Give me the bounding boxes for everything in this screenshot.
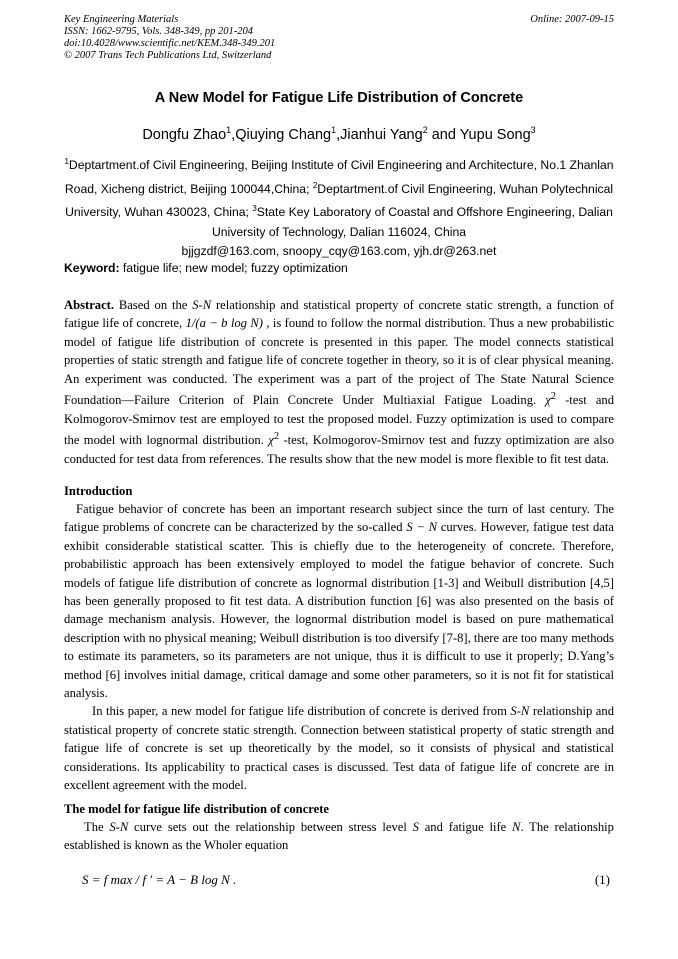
paragraph xyxy=(64,818,614,855)
journal-name: Key Engineering Materials xyxy=(64,14,179,25)
copyright-line: © 2007 Trans Tech Publications Ltd, Switzerland xyxy=(64,50,272,61)
introduction-body xyxy=(64,500,614,795)
section-heading-model: The model for fatigue life distribution of concrete xyxy=(64,802,330,816)
paragraph-text: . The relationship established is known as the Wholer equation xyxy=(64,820,614,853)
affiliations xyxy=(56,152,622,262)
online-date: Online: 2007-09-15 xyxy=(530,14,614,25)
sn-term: S-N xyxy=(109,820,129,834)
equation-1: S = f max / f ′ = A − B log N . xyxy=(82,872,237,887)
chi-exponent: 2 xyxy=(550,391,557,403)
sn-term: S-N xyxy=(510,704,530,719)
variable-s: S xyxy=(412,820,419,834)
paragraph-text: Fatigue behavior of concrete has been an important research subject since the turn of last century. The fatigue problems of concrete can be characterized by the so-called xyxy=(64,502,614,535)
chi-exponent: 2 xyxy=(273,431,280,443)
author-affil-mark: 2 xyxy=(422,125,428,135)
paragraph-text: curves. However, fatigue test data exhibit considerable statistical scatter. This is chiefly due to the heterogeneity of concrete. Therefore, probabilistic approach has been extensively employed to model the fatigue behavior of concrete. Such models of fatigue life distribution of concrete as lognormal distribution [1-3] and Weibull distribution [4,5] has been generally proposed to fit test data. A distribution function [6] was also presented on the basis of damage mechanism analysis. However, the lognormal distribution model is based on pure mathematical description with no physical meaning; Weibull distribution is too diversify [7-8], there are too many methods to estimate its parameters, so its parameters are not unique, thus it is difficult to use it properly; D.Yang’s method [6] involves initial damage, critical damage and some other parameters, so it is not fit for statistical analysis. xyxy=(64,520,614,701)
author-affil-mark: 1 xyxy=(226,125,232,135)
chi-symbol: χ xyxy=(545,393,551,408)
keyword-text: fatigue life; new model; fuzzy optimization xyxy=(119,261,348,275)
author-affil-mark: 3 xyxy=(530,125,536,135)
abstract-text: -test and Kolmogorov-Smirnov test are employed to test the proposed model. Fuzzy optimization is used to compare the model with lognormal distribution. xyxy=(64,393,614,448)
keyword-label: Keyword: xyxy=(64,261,120,275)
sn-term: S − N xyxy=(406,520,438,535)
inline-formula: 1/(a − b log N) xyxy=(185,316,263,331)
paragraph-text: and fatigue life xyxy=(418,820,513,834)
affiliation-2: Deptartment.of Civil Engineering, Wuhan Polytechnical University, Wuhan 430023, China; xyxy=(65,181,614,220)
email-list: bjjgzdf@163.com, snoopy_cqy@163.com, yjh.dr@263.net xyxy=(181,244,497,259)
affil-mark: 1 xyxy=(64,157,69,166)
paragraph-text: In this paper, a new model for fatigue life distribution of concrete is derived from xyxy=(92,704,511,719)
paragraph-text: The xyxy=(84,820,110,834)
chi-symbol: χ xyxy=(268,433,274,448)
paper-title: A New Model for Fatigue Life Distribution of Concrete xyxy=(154,90,524,106)
affiliation-3: State Key Laboratory of Coastal and Offshore Engineering, Dalian University of Technology, Dalian 116024, China xyxy=(211,205,613,239)
author-name: and Yupu Song xyxy=(427,126,531,143)
abstract-text: -test, Kolmogorov-Smirnov test and fuzzy optimization are also conducted for test data from references. The results show that the new model is more flexible to fit test data. xyxy=(64,433,615,466)
author-name: ,Jianhui Yang xyxy=(336,126,423,143)
author-name: Dongfu Zhao xyxy=(142,126,227,143)
abstract xyxy=(64,296,614,468)
paragraph-text: relationship and statistical property of concrete static strength. Connection between statistical property of static strength and fatigue life of concrete is set up theoretically by the model, so it consists of physical and statistical considerations. Its applicability to practical cases is discussed. Test data of fatigue life of concrete are in excellent agreement with the model. xyxy=(64,704,614,793)
journal-header xyxy=(64,14,275,62)
affil-mark: 3 xyxy=(252,204,257,214)
affil-mark: 2 xyxy=(312,180,318,190)
section-heading-introduction: Introduction xyxy=(64,484,133,498)
abstract-text: relationship and statistical property of concrete static strength, a function of fatigue life of concrete, xyxy=(64,298,614,331)
author-affil-mark: 1 xyxy=(331,125,337,135)
abstract-text: Based on the xyxy=(114,298,193,312)
author-list xyxy=(0,125,678,143)
author-name: ,Qiuying Chang xyxy=(231,126,332,143)
paragraph-text: curve sets out the relationship between stress level xyxy=(128,820,413,834)
paragraph xyxy=(64,500,614,702)
model-body xyxy=(64,818,614,855)
abstract-text: , is found to follow the normal distribution. Thus a new probabilistic model of fatigue life distribution of concrete is presented in this paper. The model connects statistical properties of static strength and fatigue life of concrete together in theory, so it is of clear physical meaning. An experiment was conducted. The experiment was a part of the project of The State Natural Science Foundation—Failure Criterion of Plain Concrete Under Multiaxial Fatigue Loading. xyxy=(64,316,614,408)
sn-term: S-N xyxy=(192,298,212,312)
keywords xyxy=(64,261,348,275)
paragraph xyxy=(64,702,614,794)
variable-n: N xyxy=(512,820,521,834)
equation-number: (1) xyxy=(594,872,610,887)
abstract-label: Abstract. xyxy=(64,298,115,312)
doi-line: doi:10.4028/www.scientific.net/KEM.348-349.201 xyxy=(64,38,276,49)
affiliation-1: Deptartment.of Civil Engineering, Beijing Institute of Civil Engineering and Architecture, No.1 Zhanlan Road, Xicheng district, Beijing 100044,China; xyxy=(64,158,614,196)
issn-line: ISSN: 1662-9795, Vols. 348-349, pp 201-204 xyxy=(64,26,253,37)
